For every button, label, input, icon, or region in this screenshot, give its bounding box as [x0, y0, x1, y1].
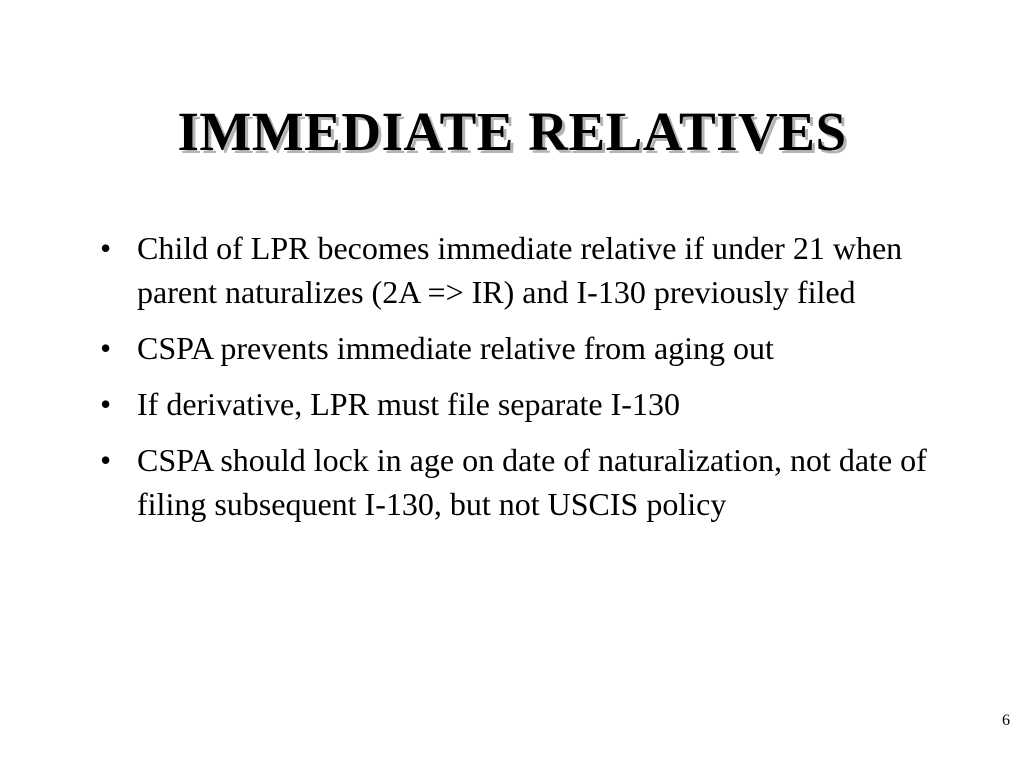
bullet-dot-icon: •: [100, 330, 112, 366]
page-number: 6: [1002, 712, 1010, 729]
bullet-dot-icon: •: [100, 442, 112, 478]
bullet-list: [100, 226, 930, 538]
bullet-dot-icon: •: [100, 386, 112, 422]
bullet-text: Child of LPR becomes immediate relative if under 21 when parent naturalizes (2A => IR) and I-130 previously filed: [137, 230, 903, 310]
bullet-text: CSPA prevents immediate relative from aging out: [137, 330, 774, 366]
bullet-item: [100, 382, 930, 426]
slide-title: IMMEDIATE RELATIVES: [177, 101, 847, 162]
bullet-text: If derivative, LPR must file separate I-130: [137, 386, 680, 422]
bullet-item: [100, 438, 930, 526]
bullet-dot-icon: •: [100, 230, 112, 266]
bullet-item: [100, 226, 930, 314]
bullet-item: [100, 326, 930, 370]
bullet-text: CSPA should lock in age on date of naturalization, not date of filing subsequent I-130, but not USCIS policy: [137, 442, 927, 522]
